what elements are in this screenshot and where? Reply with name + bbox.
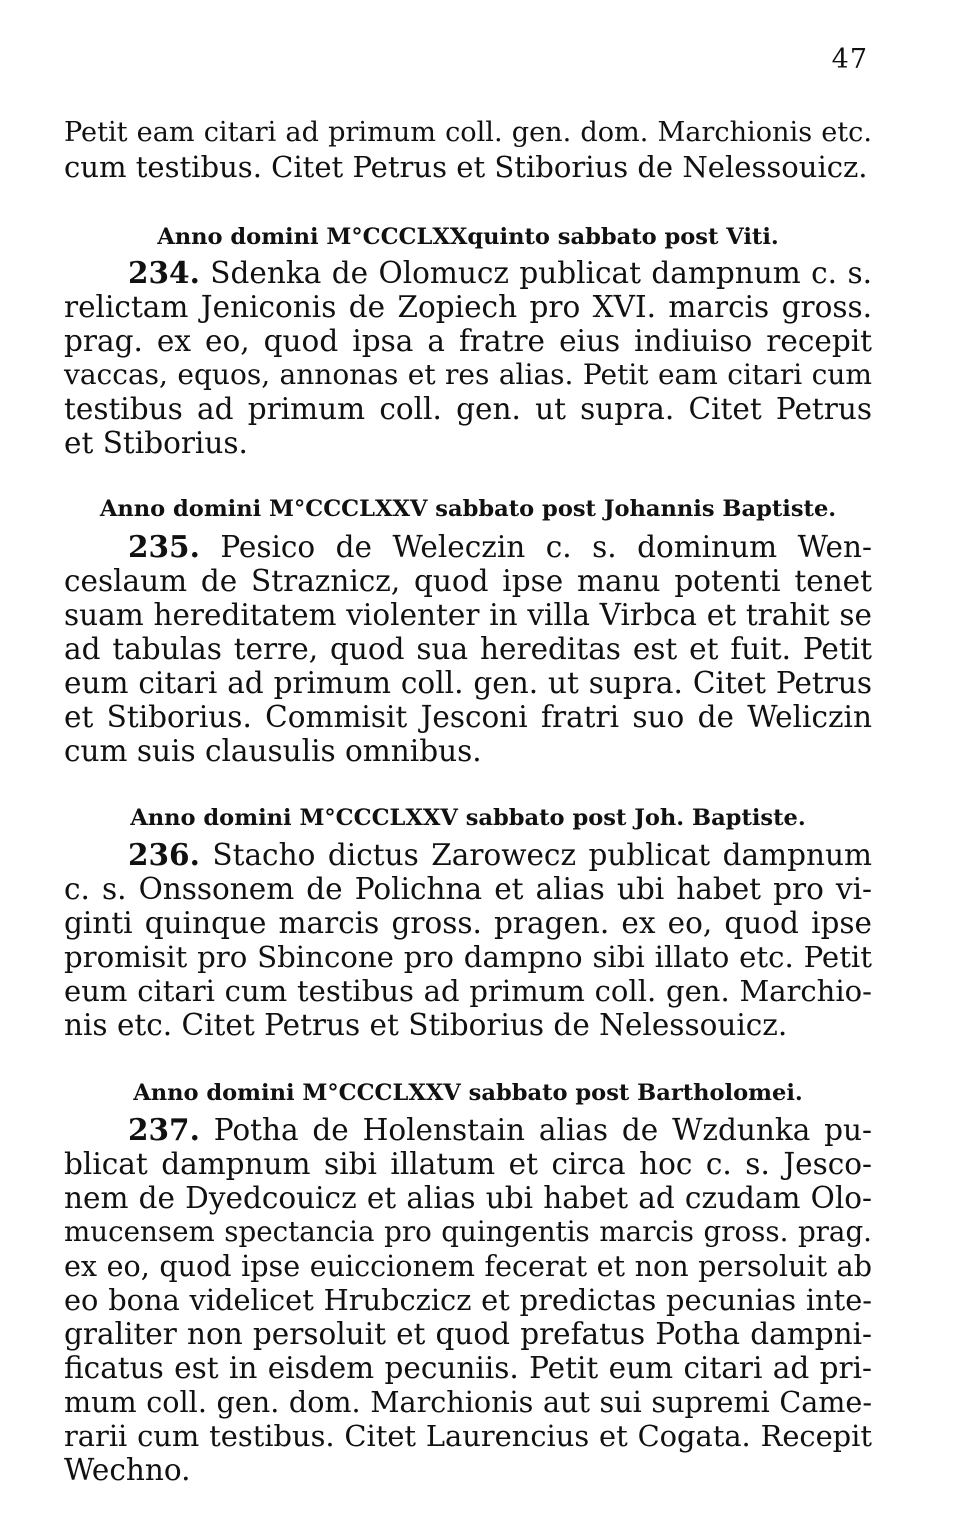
- entry-heading: Anno domini M°CCCLXXV sabbato post Joh. Baptiste.: [130, 805, 806, 831]
- text-line: ginti quinque marcis gross. pragen. ex eo, quod ipse: [64, 906, 872, 940]
- text-line: ad tabulas terre, quod sua hereditas est et fuit. Petit: [64, 632, 872, 666]
- text-line: Potha de Holenstain alias de Wzdunka pu-: [213, 1113, 872, 1147]
- text-line: c. s. Onssonem de Polichna et alias ubi habet pro vi-: [64, 872, 872, 906]
- entry-first-line: [64, 530, 872, 564]
- text-line: cum testibus. Citet Petrus et Stiborius de Nelessouicz.: [64, 150, 868, 184]
- entry-first-line: [64, 838, 872, 872]
- entry-first-line: [64, 256, 872, 290]
- text-line: ceslaum de Straznicz, quod ipse manu potenti tenet: [64, 564, 872, 598]
- text-line: Wechno.: [64, 1453, 191, 1487]
- text-line: eo bona videlicet Hrubczicz et predictas pecunias inte-: [64, 1283, 872, 1317]
- text-line: nem de Dyedcouicz et alias ubi habet ad czudam Olo-: [64, 1181, 872, 1215]
- text-line: mum coll. gen. dom. Marchionis aut sui supremi Came-: [64, 1385, 872, 1419]
- entry-237: [64, 1113, 872, 1487]
- entry-234: [64, 256, 872, 460]
- text-line: prag. ex eo, quod ipsa a fratre eius indiuiso recepit: [64, 324, 872, 358]
- entry-heading: Anno domini M°CCCLXXquinto sabbato post Viti.: [157, 224, 779, 250]
- page-number: 47: [831, 44, 868, 75]
- entry-first-line: [64, 1113, 872, 1147]
- text-line: rarii cum testibus. Citet Laurencius et Cogata. Recepit: [64, 1419, 872, 1453]
- text-line: Pesico de Weleczin c. s. dominum Wen-: [220, 530, 872, 564]
- text-line: suam hereditatem violenter in villa Virbca et trahit se: [64, 598, 872, 632]
- text-line: cum suis clausulis omnibus.: [64, 734, 482, 768]
- entry-number: 234.: [128, 255, 200, 290]
- text-line: Sdenka de Olomucz publicat dampnum c. s.: [210, 256, 872, 290]
- text-line: ficatus est in eisdem pecuniis. Petit eum citari ad pri-: [64, 1351, 872, 1385]
- text-line: eum citari cum testibus ad primum coll. gen. Marchio-: [64, 974, 872, 1008]
- continuation-paragraph: [64, 116, 872, 184]
- entry-number: 236.: [128, 837, 200, 872]
- text-line: vaccas, equos, annonas et res alias. Petit eam citari cum: [64, 358, 872, 391]
- text-line: et Stiborius.: [64, 426, 248, 460]
- text-line: eum citari ad primum coll. gen. ut supra. Citet Petrus: [64, 666, 872, 700]
- entry-236: [64, 838, 872, 1042]
- text-line: nis etc. Citet Petrus et Stiborius de Nelessouicz.: [64, 1008, 788, 1042]
- text-line: promisit pro Sbincone pro dampno sibi illato etc. Petit: [64, 940, 872, 974]
- text-line: blicat dampnum sibi illatum et circa hoc c. s. Jesco-: [64, 1147, 872, 1181]
- text-line: Petit eam citari ad primum coll. gen. dom. Marchionis etc.: [64, 117, 872, 148]
- entry-heading: Anno domini M°CCCLXXV sabbato post Johannis Baptiste.: [99, 496, 837, 522]
- entry-number: 237.: [128, 1112, 200, 1147]
- text-line: et Stiborius. Commisit Jesconi fratri suo de Weliczin: [64, 700, 872, 734]
- text-line: ex eo, quod ipse euiccionem fecerat et non persoluit ab: [64, 1249, 872, 1283]
- text-line: relictam Jeniconis de Zopiech pro XVI. marcis gross.: [64, 290, 872, 324]
- text-line: Stacho dictus Zarowecz publicat dampnum: [212, 838, 872, 872]
- entry-number: 235.: [128, 529, 200, 564]
- text-line: mucensem spectancia pro quingentis marcis gross. prag.: [64, 1215, 872, 1248]
- text-line: graliter non persoluit et quod prefatus Potha dampni-: [64, 1317, 872, 1351]
- entry-heading: Anno domini M°CCCLXXV sabbato post Bartholomei.: [133, 1080, 803, 1106]
- text-line: testibus ad primum coll. gen. ut supra. Citet Petrus: [64, 392, 872, 426]
- entry-235: [64, 530, 872, 768]
